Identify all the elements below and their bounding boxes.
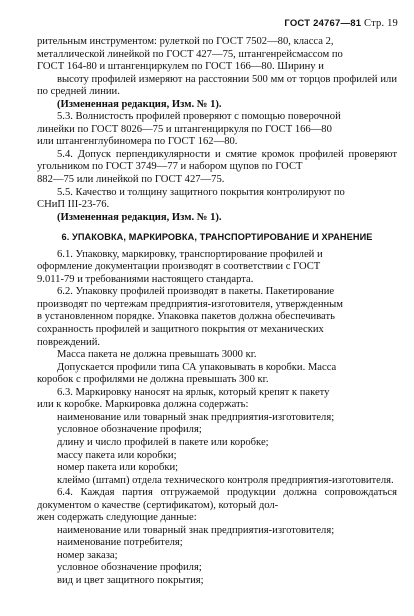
text-line: высоту профилей измеряют на расстоянии 500 мм от торцов профилей или по средней линии. [37,73,397,98]
list-item: клеймо (штамп) отдела технического контроля предприятия-изготовителя. [57,474,394,486]
text-line: производят по чертежам предприятия-изготовителя, утвержденным [37,298,343,310]
text-line: оформление документации производят в соответствии с ГОСТ [37,261,321,273]
text-line: линейки по ГОСТ 8026—75 и штангенциркуля по ГОСТ 166—80 [37,123,332,135]
list-item: вид и цвет защитного покрытия; [57,574,204,586]
list-item: наименование или товарный знак предприятия-изготовителя; [57,524,335,536]
amendment-note: (Измененная редакция, Изм. № 1). [57,98,222,110]
list-item: номер пакета или коробки; [57,462,179,474]
text-line: рительным инструментом: рулеткой по ГОСТ 7502—80, класса 2, [37,36,334,47]
list-item: условное обозначение профиля; [57,562,202,574]
text-line: СНиП III-23-76. [37,199,110,211]
text-line: 6.2. Упаковку профилей производят в пакеты. Пакетирование [57,286,335,298]
text-line: или к коробке. Маркировка должна содержать: [37,399,249,411]
list-item: наименование потребителя; [57,537,183,549]
text-line: 6.4. Каждая партия отгружаемой продукции должна сопровождаться документом о качестве (сертификатом), который дол- [37,487,397,511]
text-line: 882—75 или линейкой по ГОСТ 427—75. [37,174,225,186]
standard-number: ГОСТ 24767—81 [284,18,362,29]
text-line: 6.1. Упаковку, маркировку, транспортирование профилей и [57,248,323,260]
text-line: 5.4. Допуск перпендикулярности и смятие кромок профилей проверяют угольником по ГОСТ 3749—77 и набором щупов по ГОСТ [37,148,397,173]
page-header [284,18,398,29]
amendment-note: (Измененная редакция, Изм. № 1). [57,211,222,223]
text-line: или штангенглубиномера по ГОСТ 162—80. [37,136,238,148]
text-line: коробок с профилями не должна превышать 300 кг. [37,374,269,386]
text-line: повреждений. [37,336,101,348]
text-line: Допускается профили типа СА упаковывать в коробки. Масса [57,361,337,373]
text-line: 9.011-79 и требованиями настоящего стандарта. [37,273,254,285]
text-line: Масса пакета не должна превышать 3000 кг. [57,349,257,361]
text-line: металлической линейкой по ГОСТ 427—75, штангенрейсмассом по [37,48,343,60]
text-line: ГОСТ 164-80 и штангенциркулем по ГОСТ 166—80. Ширину и [37,61,324,73]
text-line: 5.3. Волнистость профилей проверяют с помощью поверочной [57,111,341,123]
list-item: массу пакета или коробки; [57,449,177,461]
text-line: сохранность профилей и защитного покрытия от механических [37,324,324,336]
text-line: 6.3. Маркировку наносят на ярлык, который крепят к пакету [57,386,330,398]
list-item: номер заказа; [57,549,118,561]
document-body [37,36,397,588]
text-line: 5.5. Качество и толщину защитного покрытия контролируют по [57,186,345,198]
list-item: длину и число профилей в пакете или коробке; [57,436,269,448]
page-number: Стр. 19 [364,18,398,29]
text-line: в установленном порядке. Упаковка пакетов должна обеспечивать [37,311,335,323]
list-item: наименование или товарный знак предприятия-изготовителя; [57,411,335,423]
list-item: условное обозначение профиля; [57,424,202,436]
section-heading: 6. УПАКОВКА, МАРКИРОВКА, ТРАНСПОРТИРОВАНИЕ И ХРАНЕНИЕ [61,232,373,243]
text-line: жен содержать следующие данные: [37,512,197,524]
